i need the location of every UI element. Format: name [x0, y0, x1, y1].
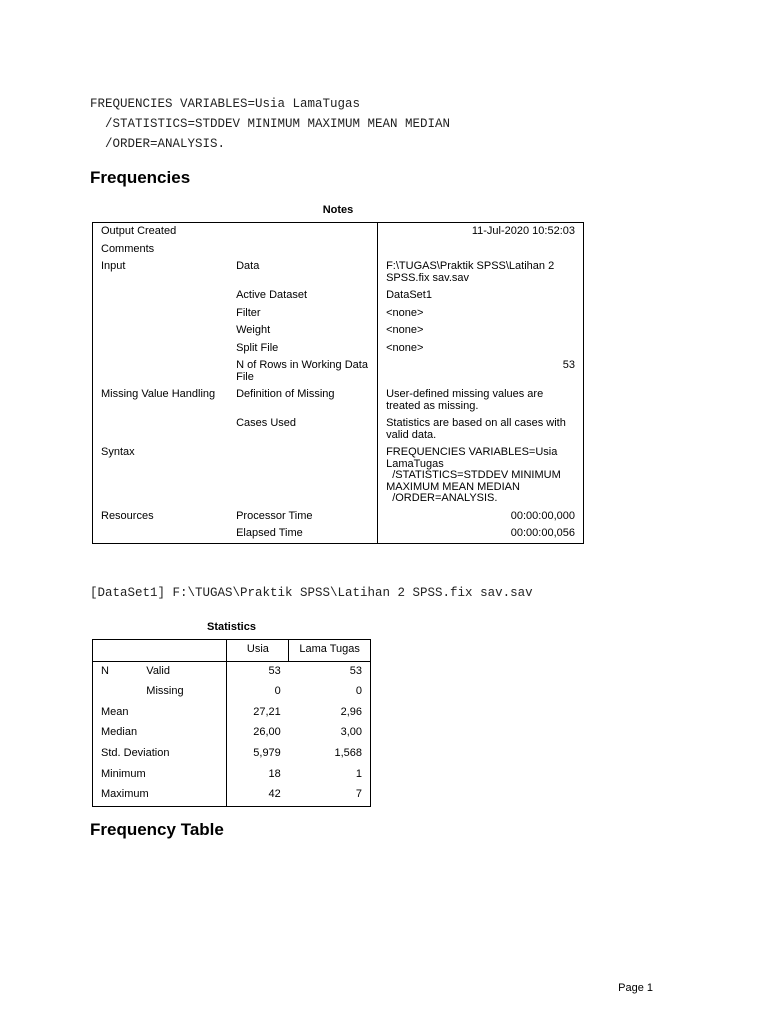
- table-row: [93, 508, 584, 526]
- cell-value: 53: [378, 357, 584, 386]
- row-label: Mean: [101, 705, 129, 718]
- cell-value: 7: [355, 788, 362, 801]
- row-sublabel: Missing: [146, 685, 184, 698]
- row-sublabel: Elapsed Time: [236, 527, 303, 539]
- cell-value: 26,00: [227, 723, 289, 744]
- table-row: [93, 223, 584, 241]
- cell-value: 00:00:00,000: [378, 508, 584, 526]
- cell-value: 18: [227, 765, 289, 786]
- syntax-block: [90, 94, 450, 154]
- table-row: [93, 305, 584, 323]
- cell-value: User-defined missing values are treated as missing.: [378, 386, 584, 415]
- cell-value: 27,21: [227, 703, 289, 724]
- table-row: [93, 682, 371, 703]
- dataset-line: [DataSet1] F:\TUGAS\Praktik SPSS\Latihan 2 SPSS.fix sav.sav: [90, 586, 533, 600]
- cell-value: 3,00: [340, 726, 362, 739]
- cell-value: 53: [349, 664, 362, 677]
- row-label: Comments: [101, 242, 155, 255]
- frequency-table-heading: Frequency Table: [90, 820, 224, 839]
- table-row: [93, 357, 584, 386]
- column-header: Usia: [227, 640, 289, 662]
- cell-value: Statistics are based on all cases with valid data.: [378, 415, 584, 444]
- table-row: [93, 744, 371, 765]
- row-sublabel: Split File: [236, 341, 279, 354]
- row-sublabel: Active Dataset: [236, 289, 308, 301]
- row-label: Input: [101, 260, 126, 272]
- table-row: [93, 785, 371, 806]
- row-label: Resources: [101, 509, 154, 522]
- row-label: Std. Deviation: [101, 746, 170, 759]
- row-sublabel: Data: [236, 260, 260, 272]
- table-row: [93, 287, 584, 305]
- statistics-caption: Statistics: [207, 621, 256, 633]
- cell-value: DataSet1: [378, 287, 584, 305]
- row-label: Minimum: [101, 767, 146, 780]
- cell-value: <none>: [378, 340, 584, 358]
- row-label: Maximum: [101, 788, 149, 801]
- row-sublabel: Filter: [236, 306, 261, 319]
- cell-value: 2,96: [340, 705, 362, 718]
- table-row: [93, 703, 371, 724]
- cell-value: 42: [227, 785, 289, 806]
- column-header: Lama Tugas: [289, 640, 371, 662]
- row-sublabel: Cases Used: [236, 417, 297, 429]
- row-sublabel: N of Rows in Working Data File: [236, 359, 368, 383]
- table-row: [93, 241, 584, 259]
- cell-value: 11-Jul-2020 10:52:03: [378, 223, 584, 241]
- table-row: [93, 322, 584, 340]
- table-row: [93, 444, 584, 508]
- table-row: [93, 661, 371, 682]
- table-row: [93, 386, 584, 415]
- cell-value: <none>: [378, 322, 584, 340]
- syntax-line: /STATISTICS=STDDEV MINIMUM MAXIMUM MEAN MEDIAN: [90, 117, 451, 131]
- cell-value: 0: [355, 685, 362, 698]
- cell-value: 5,979: [227, 744, 289, 765]
- cell-value: F:\TUGAS\Praktik SPSS\Latihan 2 SPSS.fix sav.sav: [378, 258, 584, 287]
- row-label: Output Created: [101, 225, 177, 237]
- table-row: [93, 258, 584, 287]
- frequencies-heading: Frequencies: [90, 168, 191, 187]
- row-label: Syntax: [101, 446, 135, 458]
- syntax-line: FREQUENCIES VARIABLES=Usia LamaTugas: [90, 97, 361, 111]
- row-sublabel: Processor Time: [236, 509, 313, 522]
- page-number: Page 1: [618, 982, 653, 994]
- syntax-line: /ORDER=ANALYSIS.: [90, 137, 226, 151]
- cell-value: 0: [227, 682, 289, 703]
- table-row: [93, 765, 371, 786]
- table-row: [93, 525, 584, 543]
- row-sublabel: Definition of Missing: [236, 388, 335, 400]
- row-label: Median: [101, 726, 138, 739]
- table-row: [93, 723, 371, 744]
- cell-value: 00:00:00,056: [378, 525, 584, 543]
- cell-value: FREQUENCIES VARIABLES=Usia LamaTugas /STATISTICS=STDDEV MINIMUM MAXIMUM MEAN MEDIAN /ORDER=ANALYSIS.: [378, 444, 584, 508]
- row-sublabel: Valid: [146, 664, 170, 677]
- row-sublabel: Weight: [236, 324, 271, 336]
- notes-caption: Notes: [322, 204, 354, 216]
- table-header-row: [93, 640, 371, 662]
- statistics-table: [92, 639, 371, 807]
- cell-value: 1,568: [334, 746, 362, 759]
- row-label: N: [101, 664, 109, 677]
- cell-value: 1: [355, 767, 362, 780]
- notes-table: [92, 222, 584, 544]
- table-row: [93, 340, 584, 358]
- row-label: Missing Value Handling: [101, 388, 216, 400]
- cell-value: 53: [227, 661, 289, 682]
- cell-value: <none>: [378, 305, 584, 323]
- table-row: [93, 415, 584, 444]
